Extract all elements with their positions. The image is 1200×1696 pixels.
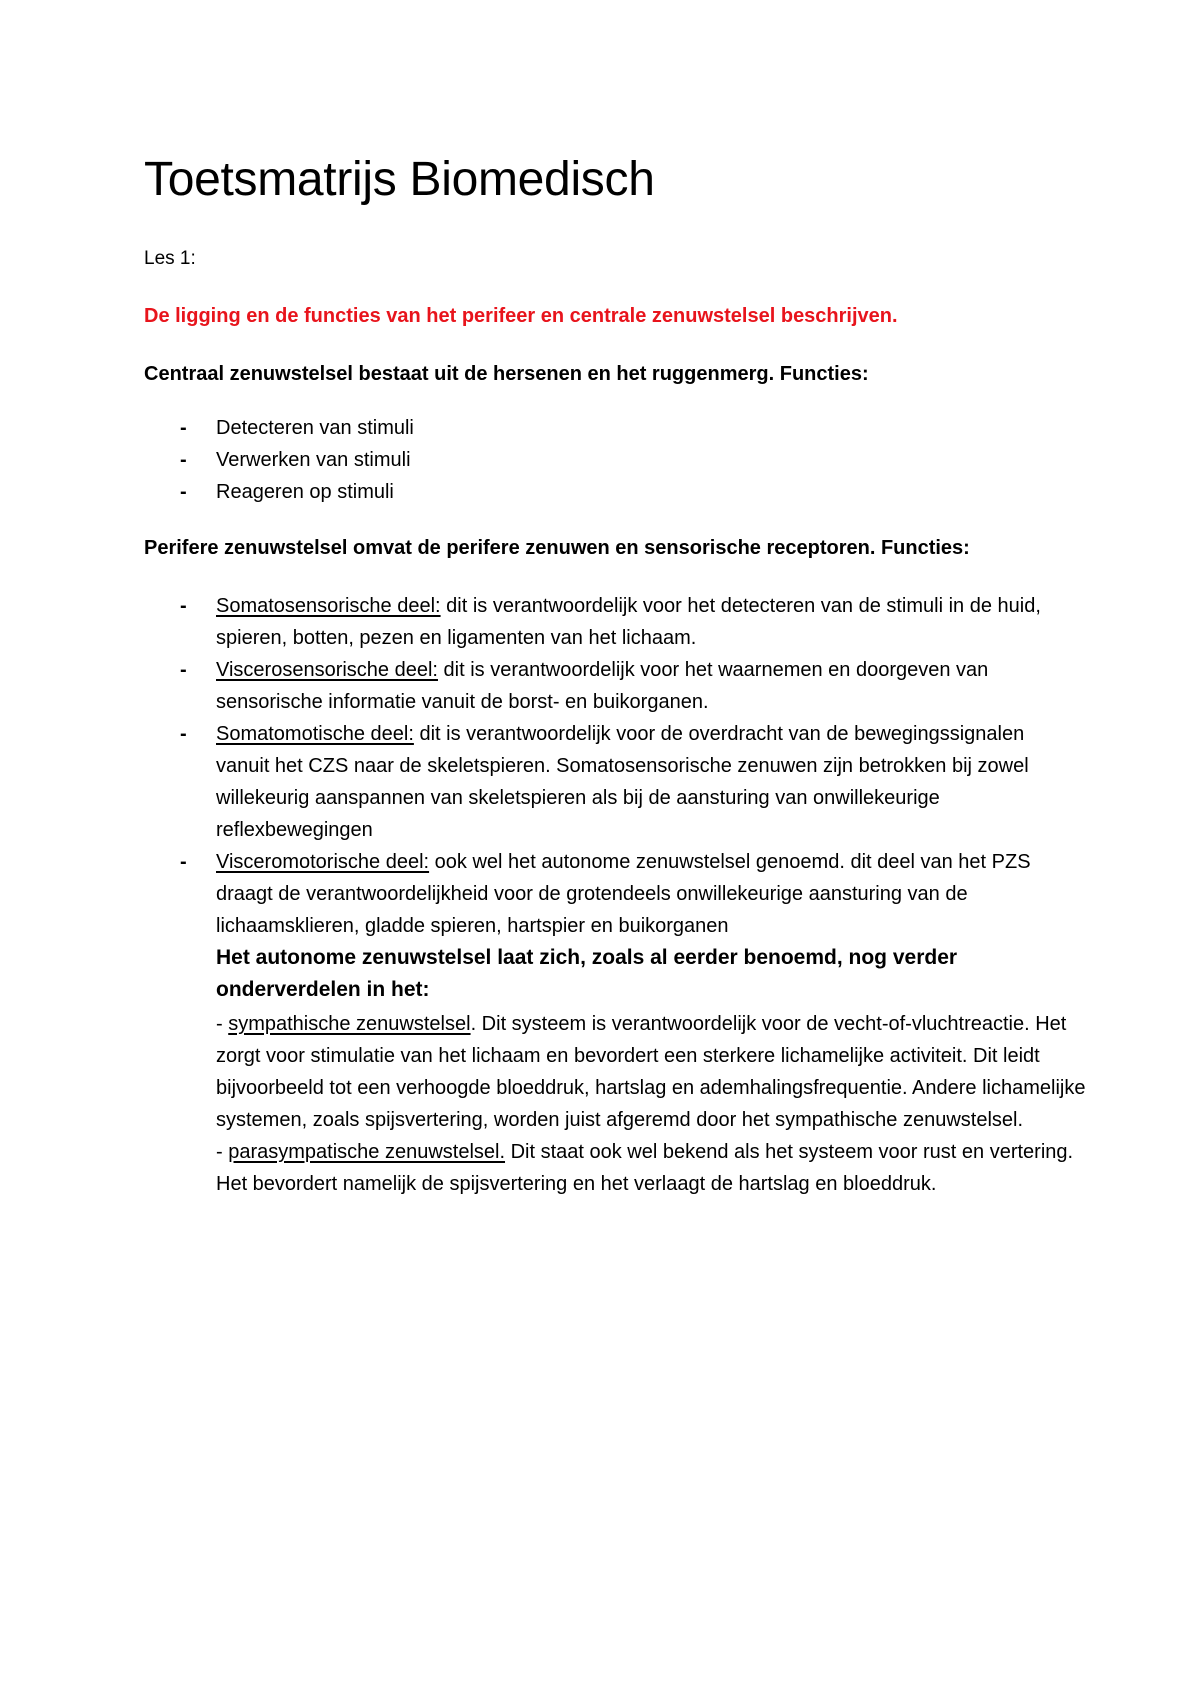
document-title: Toetsmatrijs Biomedisch bbox=[144, 153, 655, 206]
czs-function-list bbox=[180, 412, 1070, 508]
czs-heading: Centraal zenuwstelsel bestaat uit de hersenen en het ruggenmerg. Functies: bbox=[144, 363, 869, 385]
dash-bullet: - bbox=[180, 417, 187, 439]
list-item bbox=[180, 846, 1070, 942]
list-item-term: Viscerosensorische deel: bbox=[216, 659, 438, 681]
dash-bullet: - bbox=[180, 851, 187, 873]
sympathetic-term: sympathische zenuwstelsel bbox=[228, 1013, 471, 1035]
dash-bullet: - bbox=[180, 659, 187, 681]
list-item-term: Somatomotische deel: bbox=[216, 723, 414, 745]
list-item-text: dit is verantwoordelijk voor de overdracht van de bewegingssignalen vanuit het CZS naar de skeletspieren. Somatosensorische zenuwen zijn betrokken bij zowel willekeurig aanspannen van skeletspieren als bij de aansturing van onwillekeurige reflexbewegingen bbox=[216, 723, 1029, 841]
autonomic-heading: Het autonome zenuwstelsel laat zich, zoals al eerder benoemd, nog verder onderverdelen in het: bbox=[216, 946, 958, 1001]
list-item-term: Somatosensorische deel: bbox=[216, 595, 441, 617]
pzs-heading: Perifere zenuwstelsel omvat de perifere zenuwen en sensorische receptoren. Functies: bbox=[144, 537, 970, 559]
list-item-text: Verwerken van stimuli bbox=[216, 449, 411, 471]
dash-bullet: - bbox=[180, 449, 187, 471]
lesson-label: Les 1: bbox=[144, 248, 196, 269]
list-item bbox=[180, 444, 1070, 476]
list-item bbox=[180, 412, 1070, 444]
list-item-text: ook wel het autonome zenuwstelsel genoemd. dit deel van het PZS draagt de verantwoordelijkheid voor de grotendeels onwillekeurige aansturing van de lichaamsklieren, gladde spieren, hartspier en buikorganen bbox=[216, 851, 1031, 937]
list-item bbox=[180, 590, 1070, 654]
pzs-function-list bbox=[180, 590, 1070, 942]
parasympathetic-prefix: - bbox=[216, 1141, 229, 1163]
sympathetic-prefix: - bbox=[216, 1013, 229, 1035]
list-item-text: Reageren op stimuli bbox=[216, 481, 394, 503]
autonomic-subdivisions bbox=[216, 1008, 1086, 1200]
list-item-text: dit is verantwoordelijk voor het waarnemen en doorgeven van sensorische informatie vanuit de borst- en buikorganen. bbox=[216, 659, 989, 713]
parasympathetic-text: Dit staat ook wel bekend als het systeem voor rust en vertering. Het bevordert namelijk de spijsvertering en het verlaagt de hartslag en bloeddruk. bbox=[216, 1141, 1074, 1195]
dash-bullet: - bbox=[180, 723, 187, 745]
sympathetic-text: . Dit systeem is verantwoordelijk voor de vecht-of-vluchtreactie. Het zorgt voor stimulatie van het lichaam en bevordert een sterkere lichamelijke activiteit. Dit leidt bijvoorbeeld tot een verhoogde bloeddruk, hartslag en ademhalingsfrequentie. Andere lichamelijke systemen, zoals spijsvertering, worden juist afgeremd door het sympathische zenuwstelsel. bbox=[216, 1013, 1086, 1131]
parasympathetic-term: parasympatische zenuwstelsel. bbox=[228, 1141, 506, 1163]
list-item bbox=[180, 476, 1070, 508]
list-item bbox=[180, 654, 1070, 718]
list-item-term: Visceromotorische deel: bbox=[216, 851, 430, 873]
list-item-text: Detecteren van stimuli bbox=[216, 417, 414, 439]
dash-bullet: - bbox=[180, 481, 187, 503]
list-item bbox=[180, 718, 1070, 846]
learning-goal: De ligging en de functies van het perifeer en centrale zenuwstelsel beschrijven. bbox=[144, 305, 898, 327]
document-content bbox=[144, 150, 1086, 1195]
dash-bullet: - bbox=[180, 595, 187, 617]
list-item-text: dit is verantwoordelijk voor het detecteren van de stimuli in de huid, spieren, botten, pezen en ligamenten van het lichaam. bbox=[216, 595, 1041, 649]
